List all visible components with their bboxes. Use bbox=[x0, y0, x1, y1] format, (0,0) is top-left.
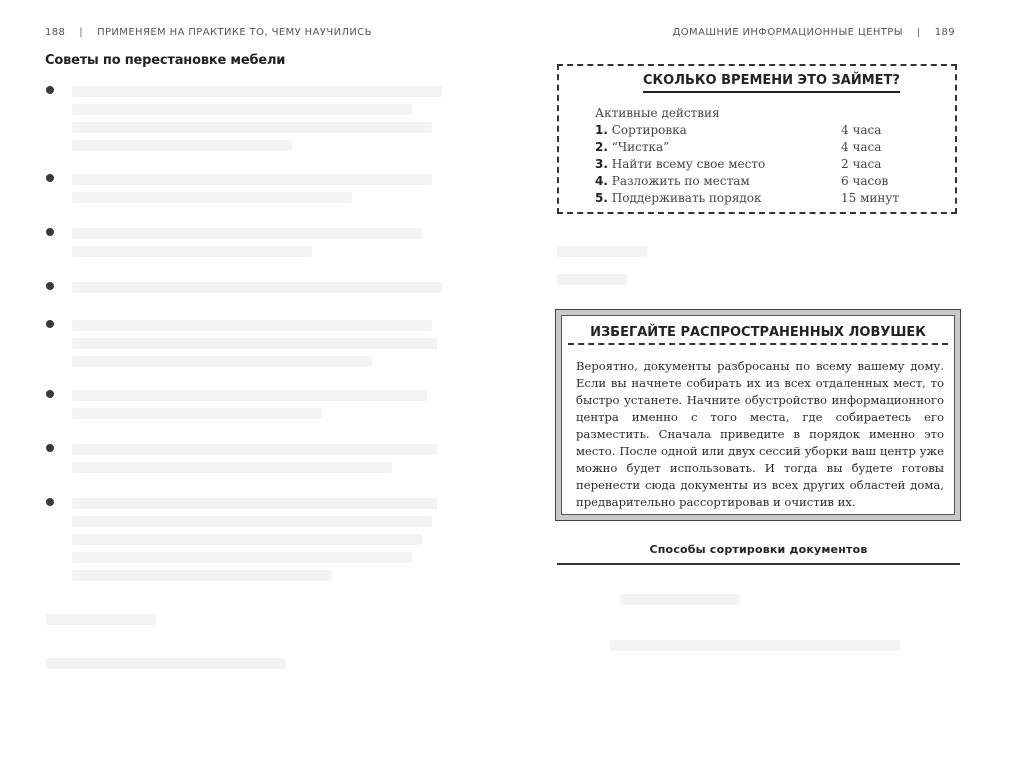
faded-text-line bbox=[72, 356, 372, 367]
left-running-head bbox=[45, 27, 372, 38]
bullet-marker bbox=[46, 282, 54, 290]
header-separator: | bbox=[79, 27, 84, 38]
time-row-duration: 4 часа bbox=[841, 140, 882, 154]
time-row bbox=[595, 174, 915, 188]
time-row-number: 4. bbox=[595, 174, 608, 188]
time-row-duration: 15 минут bbox=[841, 191, 900, 205]
bullet-marker bbox=[46, 498, 54, 506]
time-row bbox=[595, 157, 915, 171]
right-chapter-title: ДОМАШНИЕ ИНФОРМАЦИОННЫЕ ЦЕНТРЫ bbox=[672, 27, 903, 38]
faded-text-line bbox=[72, 444, 437, 455]
header-separator: | bbox=[916, 27, 921, 38]
time-row-duration: 6 часов bbox=[841, 174, 889, 188]
furniture-tips-heading: Советы по перестановке мебели bbox=[45, 53, 286, 68]
time-row-number: 3. bbox=[595, 157, 608, 171]
faded-text-line bbox=[72, 174, 432, 185]
faded-text-line bbox=[72, 246, 312, 257]
dashed-divider bbox=[568, 343, 948, 345]
bullet-marker bbox=[46, 174, 54, 182]
faded-text-line bbox=[72, 516, 432, 527]
bullet-marker bbox=[46, 320, 54, 328]
time-row-duration: 4 часа bbox=[841, 123, 882, 137]
time-box-subtitle: Активные действия bbox=[595, 106, 720, 120]
bullet-marker bbox=[46, 228, 54, 236]
faded-text-line bbox=[72, 390, 427, 401]
faded-text-line bbox=[72, 282, 442, 293]
time-box-title: СКОЛЬКО ВРЕМЕНИ ЭТО ЗАЙМЕТ? bbox=[643, 73, 900, 93]
sorting-methods-heading: Способы сортировки документов bbox=[557, 543, 960, 565]
left-chapter-title: ПРИМЕНЯЕМ НА ПРАКТИКЕ ТО, ЧЕМУ НАУЧИЛИСЬ bbox=[97, 27, 372, 38]
time-row-task: Найти всему свое место bbox=[611, 157, 766, 171]
traps-box-body: Вероятно, документы разбросаны по всему вашему дому. Если вы начнете собирать их из всех отдаленных мест, то быстро устанете. Начните обустройство информационного центра именно с того места, где собираетесь его разместить. Сначала приведите в порядок именно это место. После одной или двух сессий уборки ваш центр уже можно будет использовать. И тогда вы будете готовы перенести сюда документы из всех других областей дома, предварительно рассортировав и очистив их. bbox=[576, 359, 944, 509]
common-traps-panel bbox=[561, 315, 955, 515]
right-running-head bbox=[673, 27, 955, 38]
time-row-number: 5. bbox=[595, 191, 608, 205]
faded-text-line bbox=[72, 228, 422, 239]
traps-box-title: ИЗБЕГАЙТЕ РАСПРОСТРАНЕННЫХ ЛОВУШЕК bbox=[590, 325, 926, 340]
faded-text-line bbox=[72, 570, 332, 581]
faded-text-line bbox=[557, 246, 647, 257]
time-row-duration: 2 часа bbox=[841, 157, 882, 171]
bullet-marker bbox=[46, 390, 54, 398]
time-row-task: Сортировка bbox=[611, 123, 687, 137]
faded-text-line bbox=[72, 104, 412, 115]
left-page-number: 188 bbox=[45, 27, 66, 38]
faded-text-line bbox=[72, 498, 437, 509]
faded-text-line bbox=[72, 462, 392, 473]
faded-text-line bbox=[72, 320, 432, 331]
time-row-task: Разложить по местам bbox=[611, 174, 750, 188]
time-row bbox=[595, 191, 915, 205]
time-row-number: 2. bbox=[595, 140, 608, 154]
right-page-number: 189 bbox=[934, 27, 955, 38]
faded-text-line bbox=[72, 192, 352, 203]
time-estimate-box bbox=[557, 64, 957, 214]
time-row-task: Поддерживать порядок bbox=[611, 191, 762, 205]
faded-text-line bbox=[72, 86, 442, 97]
faded-text-line bbox=[46, 614, 156, 625]
faded-text-line bbox=[72, 552, 412, 563]
common-traps-box bbox=[555, 309, 961, 521]
faded-text-line bbox=[72, 122, 432, 133]
faded-text-line bbox=[72, 408, 322, 419]
bullet-marker bbox=[46, 444, 54, 452]
faded-text-line bbox=[557, 274, 627, 285]
time-row-task: “Чистка” bbox=[611, 140, 670, 154]
faded-text-line bbox=[72, 338, 437, 349]
time-row bbox=[595, 123, 915, 137]
faded-text-line bbox=[46, 658, 286, 669]
faded-text-line bbox=[72, 140, 292, 151]
time-row bbox=[595, 140, 915, 154]
bullet-marker bbox=[46, 86, 54, 94]
faded-text-line bbox=[610, 640, 900, 651]
time-row-number: 1. bbox=[595, 123, 608, 137]
faded-text-line bbox=[72, 534, 422, 545]
faded-text-line bbox=[620, 594, 740, 605]
